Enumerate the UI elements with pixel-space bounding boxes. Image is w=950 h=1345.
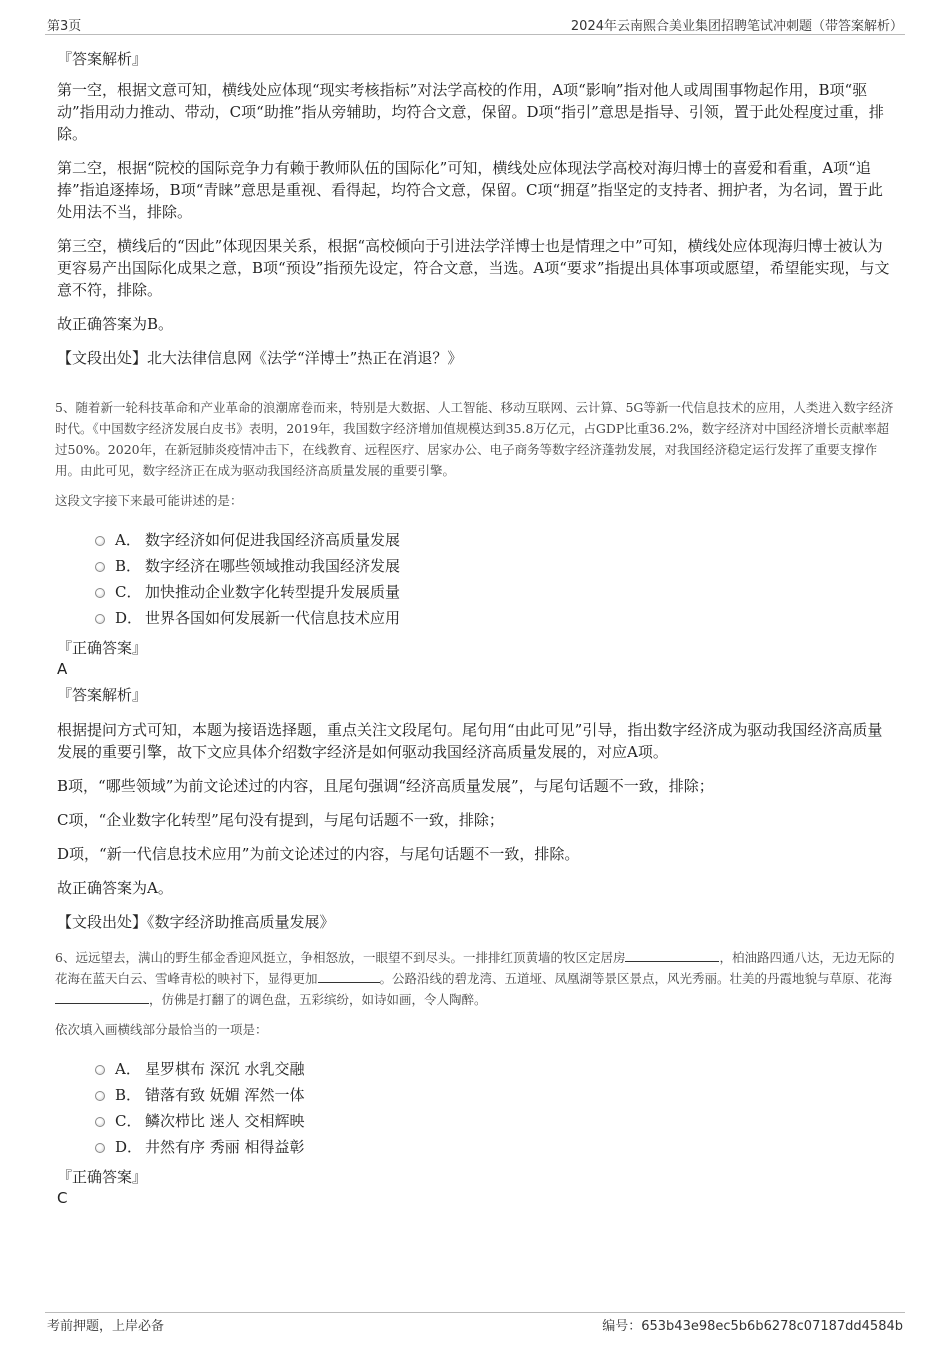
document-id: 编号：653b43e98ec5b6b6278c07187dd4584b [602,1319,903,1334]
radio-icon[interactable] [95,588,105,598]
page-header [45,12,905,35]
question-5-text: 5、随着新一轮科技革命和产业革命的浪潮席卷而来，特别是大数据、人工智能、移动互联网、云计算、5G等新一代信息技术的应用，人类进入数字经济时代。《中国数字经济发展白皮书》表明，2019年，我国数字经济增加值规模达到35.8万亿元，占GDP比重36.2%，数字经济对中国经济增长贡献率超过50%。2020年，在新冠肺炎疫情冲击下，在线教育、远程医疗、居家办公、电子商务等数字经济蓬勃发展，对我国经济稳定运行发挥了重要支撑作用。由此可见，数字经济正在成为驱动我国经济高质量发展的重要引擎。 [55,400,894,478]
correct-answer-label: 『正确答案』 [57,639,148,657]
option-b[interactable]: B． 数字经济在哪些领域推动我国经济发展 [95,553,900,579]
radio-icon[interactable] [95,1117,105,1127]
passage-source: 【文段出处】北大法律信息网《法学“洋博士”热正在消退？》 [57,349,463,367]
analysis-label: 『答案解析』 [57,50,148,68]
radio-icon[interactable] [95,614,105,624]
question-5-prompt: 这段文字接下来最可能讲述的是： [55,493,243,508]
option-c[interactable]: C． 加快推动企业数字化转型提升发展质量 [95,579,900,605]
radio-icon[interactable] [95,1143,105,1153]
analysis-conclusion: 故正确答案为B。 [57,315,174,333]
radio-icon[interactable] [95,562,105,572]
fill-blank-1 [625,949,719,962]
option-c[interactable]: C． 鳞次栉比 迷人 交相辉映 [95,1108,900,1134]
option-a[interactable]: A． 数字经济如何促进我国经济高质量发展 [95,527,900,553]
option-a[interactable]: A． 星罗棋布 深沉 水乳交融 [95,1056,900,1082]
option-d[interactable]: D． 井然有序 秀丽 相得益彰 [95,1134,900,1160]
analysis-paragraph: B项，“哪些领域”为前文论述过的内容，且尾句强调“经济高质量发展”，与尾句话题不一致，排除； [57,777,714,795]
question-5-options [95,527,900,631]
analysis-paragraph: 根据提问方式可知，本题为接语选择题，重点关注文段尾句。尾句用“由此可见”引导，指出数字经济成为驱动我国经济高质量发展的重要引擎，故下文应具体介绍数字经济是如何驱动我国经济高质量发展的，对应A项。 [57,721,883,761]
analysis-conclusion: 故正确答案为A。 [57,879,173,897]
question-6-text: 6、远远望去，满山的野生郁金香迎风挺立，争相怒放，一眼望不到尽头。一排排红顶黄墙的牧区定居房 ，柏油路四通八达，无边无际的花海在蓝天白云、雪峰青松的映衬下，显得更加 。公路沿线的碧龙湾、五道垭、凤凰湖等景区景点，风光秀丽。壮美的丹霞地貌与草原、花海，仿佛是打翻了的调色盘，五彩缤纷，如诗如画，令人陶醉。 [55,950,895,1007]
document-title: 2024年云南熙合美业集团招聘笔试冲刺题（带答案解析） [570,19,903,34]
analysis-paragraph: 第一空，根据文意可知，横线处应体现“现实考核指标”对法学高校的作用，A项“影响”指对他人或周围事物起作用，B项“驱动”指用动力推动、带动，C项“助推”指从旁辅助，均符合文意，保留。D项“指引”意思是指导、引领，置于此处程度过重，排除。 [57,81,884,143]
passage-source: 【文段出处】《数字经济助推高质量发展》 [57,913,335,931]
option-d[interactable]: D． 世界各国如何发展新一代信息技术应用 [95,605,900,631]
option-b[interactable]: B． 错落有致 妩媚 浑然一体 [95,1082,900,1108]
analysis-paragraph: D项，“新一代信息技术应用”为前文论述过的内容，与尾句话题不一致，排除。 [57,845,580,863]
question-6-prompt: 依次填入画横线部分最恰当的一项是： [55,1022,268,1037]
document-body [55,42,900,1213]
correct-answer: A [57,660,68,678]
radio-icon[interactable] [95,1065,105,1075]
page-number: 第3页 [47,19,82,34]
radio-icon[interactable] [95,1091,105,1101]
analysis-paragraph: 第二空，根据“院校的国际竞争力有赖于教师队伍的国际化”可知，横线处应体现法学高校对海归博士的喜爱和看重，A项“追捧”指追逐捧场，B项“青睐”意思是重视、看得起，均符合文意，保留。C项“拥趸”指坚定的支持者、拥护者，为名词，置于此处用法不当，排除。 [57,159,883,221]
fill-blank-3 [55,991,149,1004]
analysis-paragraph: C项，“企业数字化转型”尾句没有提到，与尾句话题不一致，排除； [57,811,504,829]
footer-slogan: 考前押题，上岸必备 [47,1319,165,1334]
correct-answer: C [57,1189,68,1207]
fill-blank-2 [318,970,380,983]
page-footer [45,1312,905,1337]
analysis-paragraph: 第三空，横线后的“因此”体现因果关系，根据“高校倾向于引进法学洋博士也是情理之中”可知，横线处应体现海归博士被认为更容易产出国际化成果之意，B项“预设”指预先设定，符合文意，当选。A项“要求”指提出具体事项或愿望，希望能实现，与文意不符，排除。 [57,237,890,299]
question-6-options [95,1056,900,1160]
radio-icon[interactable] [95,536,105,546]
analysis-label: 『答案解析』 [57,686,148,704]
correct-answer-label: 『正确答案』 [57,1168,148,1186]
